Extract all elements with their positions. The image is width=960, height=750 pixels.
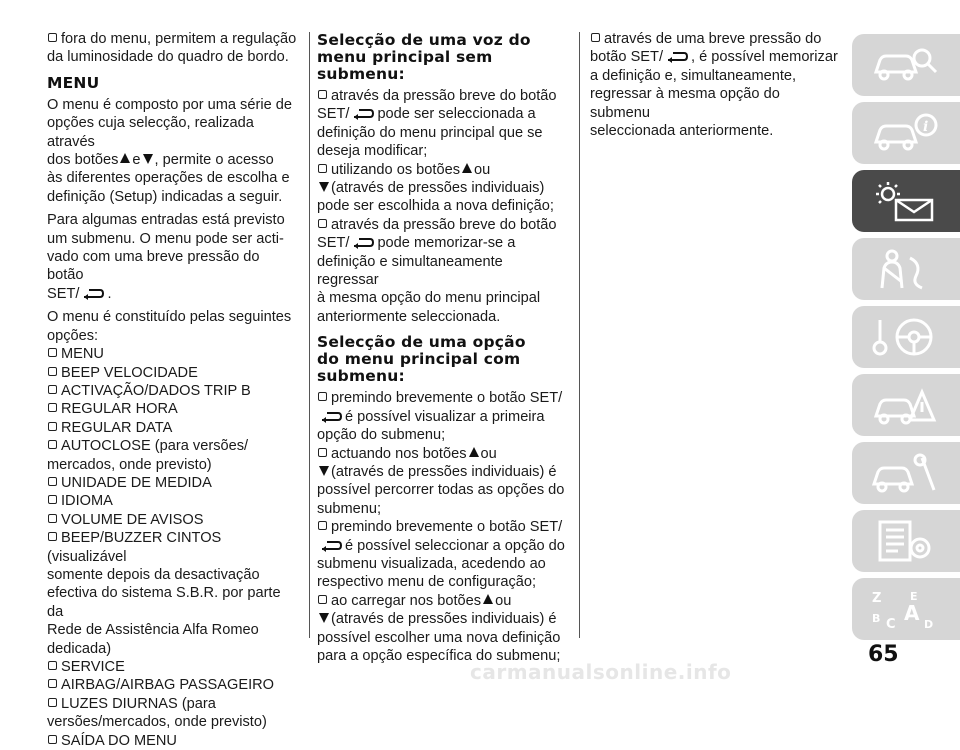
key-steering-wheel-icon xyxy=(870,316,940,358)
bullet-icon xyxy=(48,679,57,688)
bullet-icon xyxy=(48,33,57,42)
return-arrow-icon xyxy=(320,540,342,552)
bullet-icon xyxy=(48,532,57,541)
list-item: AUTOCLOSE (para versões/ xyxy=(47,437,299,455)
bullet-icon xyxy=(591,33,600,42)
bullet-icon xyxy=(318,90,327,99)
svg-text:E: E xyxy=(910,590,918,603)
tab-car-info[interactable] xyxy=(852,102,960,164)
svg-text:Z: Z xyxy=(872,591,882,606)
bullet-icon xyxy=(48,735,57,744)
bullet-icon xyxy=(48,348,57,357)
tab-warning-lights-messages[interactable] xyxy=(852,170,960,232)
list-item: VOLUME DE AVISOS xyxy=(47,511,299,529)
page-number: 65 xyxy=(868,642,899,667)
svg-text:B: B xyxy=(872,612,881,625)
alphabetical-index-icon xyxy=(870,588,940,630)
bullet-icon xyxy=(48,698,57,707)
chapter-tabs xyxy=(852,34,960,646)
list-item-continuation: efectiva do sistema S.B.R. por parte da xyxy=(47,585,281,620)
list-item: MENU xyxy=(47,345,299,363)
bullet-icon xyxy=(48,477,57,486)
list-item-continuation: dedicada) xyxy=(47,640,112,657)
list-item: REGULAR DATA xyxy=(47,419,299,437)
list-item-continuation: somente depois da desactivação xyxy=(47,566,260,583)
return-arrow-icon xyxy=(82,288,104,300)
list-item-continuation: mercados, onde previsto) xyxy=(47,456,212,473)
right-column: através de uma breve pressão do botão SET/ , é possível memorizar a definição e, simultaneamente, regressar à mesma opção do submenu seleccionada anteriormente. xyxy=(590,31,838,140)
return-arrow-icon xyxy=(666,51,688,63)
bullet-icon xyxy=(48,403,57,412)
return-arrow-icon xyxy=(352,108,374,120)
up-arrow-button-icon xyxy=(120,153,130,163)
car-emergency-icon xyxy=(870,384,940,426)
svg-text:D: D xyxy=(924,618,934,631)
bullet-icon xyxy=(48,495,57,504)
section-heading-menu: MENU xyxy=(47,73,100,92)
middle-column: Selecção de uma voz do menu principal sem submenu: através da pressão breve do botão SET/ pode ser seleccionada a definição do menu principal que se deseja modificar; utilizando os botões ou (através de pressões individuais) pode ser escolhida a nova definição; através da pressão breve do botão SET/ pode memorizar-se a definição e simultaneamente regressar à mesma opção do menu principal anteriormente seleccionada. Selecção de uma opção do menu principal com submenu: premindo brevemente o botão SET/ é possível visualizar a primeira opção do submenu; actuando nos botões ou (através de pressões individuais) é possível percorrer todas as opções do submenu; premindo brevemente o botão SET/ é possível seleccionar a opção do submenu visualizada, acedendo ao respectivo menu de configuração; ao carregar nos botões ou (através de pressões individuais) é possível escolher uma nova definição para a opção específica do submenu; xyxy=(317,30,567,665)
list-item: BEEP VELOCIDADE xyxy=(47,364,299,382)
tab-index[interactable] xyxy=(852,578,960,640)
down-arrow-button-icon xyxy=(143,154,153,164)
section-heading-no-submenu: Selecção de uma voz do menu principal sem submenu: xyxy=(317,31,531,83)
tab-maintenance[interactable] xyxy=(852,442,960,504)
technical-data-icon xyxy=(870,520,940,562)
svg-text:A: A xyxy=(904,601,920,625)
bullet-icon xyxy=(48,661,57,670)
car-search-icon xyxy=(870,44,940,86)
down-arrow-button-icon xyxy=(319,613,329,623)
bullet-icon xyxy=(318,219,327,228)
down-arrow-button-icon xyxy=(319,466,329,476)
warning-light-message-icon xyxy=(870,180,940,222)
list-item: IDIOMA xyxy=(47,492,299,510)
list-item: AIRBAG/AIRBAG PASSAGEIRO xyxy=(47,676,299,694)
left-column: fora do menu, permitem a regulação da luminosidade do quadro de bordo. MENU O menu é composto por uma série de opções cuja selecção, realizada através dos botões e , permite o acesso às diferentes operações de escolha e definição (Setup) indicadas a seguir. Para algumas entradas está previsto um submenu. O menu pode ser acti- vado com uma breve pressão do botão SET/ . O menu é constituído pelas seguintes opções: MENU BEEP VELOCIDADE ACTIVAÇÃO/DADOS TRIP B REGULAR HORA REGULAR DATA AUTOCLOSE (para versões/ mercados, onde previsto) UNIDADE DE MEDIDA IDIOMA VOLUME DE AVISOS BEEP/BUZZER CINTOS (visualizável somente depois da desactivação efectiva do sistema S.B.R. por parte da Rede de Assistência Alfa Romeo dedicada) SERVICE AIRBAG/AIRBAG PASSAGEIRO LUZES DIURNAS (para versões/mercados, onde previsto) SAÍDA DO MENU xyxy=(47,30,299,750)
up-arrow-button-icon xyxy=(483,594,493,604)
list-item-continuation: Rede de Assistência Alfa Romeo xyxy=(47,622,259,639)
down-arrow-button-icon xyxy=(319,182,329,192)
car-maintenance-icon xyxy=(870,452,940,494)
watermark-text: carmanualsonline.info xyxy=(470,660,732,684)
list-item: SERVICE xyxy=(47,658,299,676)
seatbelt-airbag-icon xyxy=(870,248,940,290)
tab-safety[interactable] xyxy=(852,238,960,300)
bullet-icon xyxy=(318,164,327,173)
bullet-icon xyxy=(48,367,57,376)
bullet-icon xyxy=(48,514,57,523)
up-arrow-button-icon xyxy=(469,447,479,457)
svg-text:C: C xyxy=(886,617,896,632)
section-heading-with-submenu: Selecção de uma opção do menu principal com submenu: xyxy=(317,333,526,386)
list-item: REGULAR HORA xyxy=(47,400,299,418)
return-arrow-icon xyxy=(320,411,342,423)
menu-options-list xyxy=(47,345,299,750)
bullet-icon xyxy=(48,385,57,394)
tab-starting-driving[interactable] xyxy=(852,306,960,368)
list-item-continuation: versões/mercados, onde previsto) xyxy=(47,714,267,731)
bullet-icon xyxy=(48,422,57,431)
list-item: LUZES DIURNAS (para xyxy=(47,695,299,713)
tab-technical-data[interactable] xyxy=(852,510,960,572)
column-divider xyxy=(579,32,580,638)
return-arrow-icon xyxy=(352,237,374,249)
bullet-icon xyxy=(48,440,57,449)
list-item: UNIDADE DE MEDIDA xyxy=(47,474,299,492)
up-arrow-button-icon xyxy=(462,163,472,173)
list-item: BEEP/BUZZER CINTOS (visualizável xyxy=(47,530,222,565)
bullet-icon xyxy=(318,448,327,457)
tab-emergency[interactable] xyxy=(852,374,960,436)
bullet-icon xyxy=(318,595,327,604)
bullet-icon xyxy=(318,392,327,401)
column-divider xyxy=(309,32,310,638)
list-item: ACTIVAÇÃO/DADOS TRIP B xyxy=(47,382,299,400)
list-item: SAÍDA DO MENU xyxy=(47,732,299,750)
car-info-icon xyxy=(870,112,940,154)
bullet-icon xyxy=(318,521,327,530)
tab-car-search[interactable] xyxy=(852,34,960,96)
svg-text:i: i xyxy=(923,119,929,135)
